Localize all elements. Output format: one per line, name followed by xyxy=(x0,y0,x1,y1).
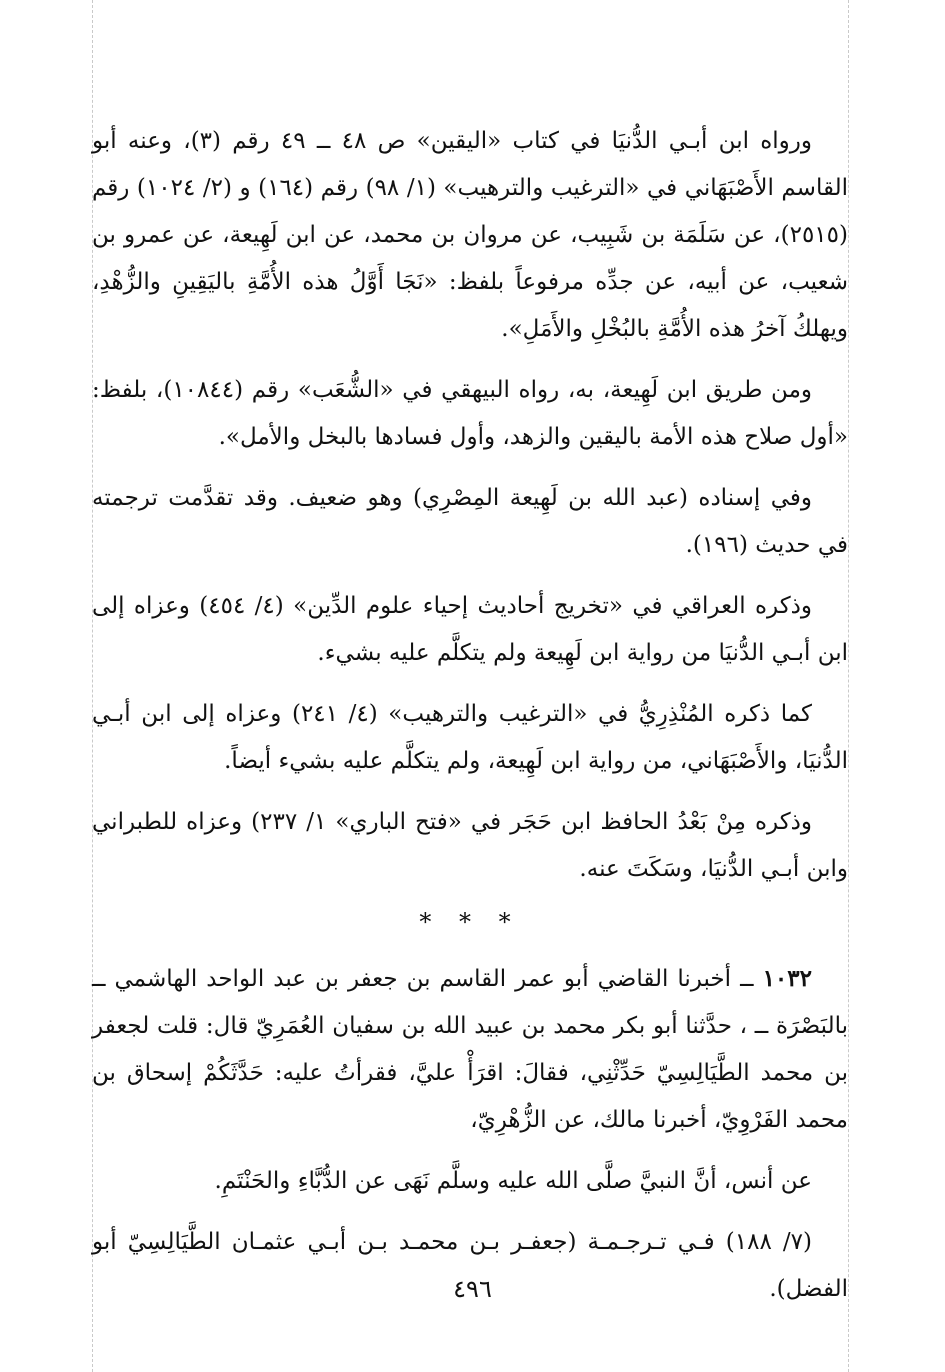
footnote: (٧/ ١٨٨) فـي تـرجـمـة (جعفـر بـن محمـد بـن أبـي عثمـان الطَّيَالِسِيّ أبو الفضل). xyxy=(92,1229,848,1302)
paragraph-bayhaqi: ومن طريق ابن لَهِيعة، به، رواه البيهقي في «الشُّعَب» رقم (١٠٨٤٤)، بلفظ: «أول صلاح هذه الأمة باليقين والزهد، وأول فسادها بالبخل والأمل». xyxy=(92,377,848,450)
paragraph-ibn-abi-dunya: ورواه ابن أبـي الدُّنيَا في كتاب «اليقين» ص ٤٨ ــ ٤٩ رقم (٣)، وعنه أبو القاسم الأَصْبَهَاني في «الترغيب والترهيب» (١/ ٩٨) رقم (١٦٤) و (٢/ ١٠٢٤) رقم (٢٥١٥)، عن سَلَمَة بن شَبِيب، عن مروان بن محمد، عن ابن لَهِيعة، عن عمرو بن شعيب، عن أبيه، عن جدِّه مرفوعاً بلفظ: «نَجَا أَوَّلُ هذه الأُمَّةِ باليَقِينِ والزُّهْدِ، ويهلكُ آخرُ هذه الأُمَّةِ بالبُخْلِ والأَمَلِ». xyxy=(92,128,848,342)
page-number: ٤٩٦ xyxy=(453,1275,492,1303)
paragraph-iraqi: وذكره العراقي في «تخريج أحاديث إحياء علوم الدِّين» (٤/ ٤٥٤) وعزاه إلى ابن أبـي الدُّنيَا من رواية ابن لَهِيعة ولم يتكلَّم عليه بشيء. xyxy=(92,593,848,666)
section-separator: * * * xyxy=(419,908,521,936)
paragraph-mundhiri: كما ذكره المُنْذِرِيُّ في «الترغيب والترهيب» (٤/ ٢٤١) وعزاه إلى ابن أبـي الدُّنيَا، والأَصْبَهَاني، من رواية ابن لَهِيعة، ولم يتكلَّم عليه بشيء أيضاً. xyxy=(92,701,848,774)
hadith-dash: ــ xyxy=(731,966,763,992)
right-margin-guide xyxy=(848,0,849,1372)
hadith-number: ١٠٣٢ xyxy=(762,965,812,992)
hadith-text: أخبرنا القاضي أبو عمر القاسم بن جعفر بن عبد الواحد الهاشمي ــ بالبَصْرَة ــ ، حدَّثنا أبو بكر محمد بن عبيد الله بن سفيان العُمَرِيّ قال: قلت لجعفر بن محمد الطَّيَالِسِيّ حَدِّثْنِي، فقالَ: اقرَأْ عليَّ، فقرأتُ عليه: حَدَّثَكُمْ إسحاق بن محمد الفَرْوِيّ، أخبرنا مالك، عن الزُّهْرِيّ، xyxy=(92,966,848,1133)
paragraph-isnad: وفي إسناده (عبد الله بن لَهِيعة المِصْرِي) وهو ضعيف. وقد تقدَّمت ترجمته في حديث (١٩٦). xyxy=(92,485,848,558)
hadith-continuation: عن أنس، أنَّ النبيَّ صلَّى الله عليه وسلَّم نَهَى عن الدُّبَّاءِ والحَنْتَمِ. xyxy=(214,1168,812,1194)
page-body xyxy=(92,118,848,1327)
paragraph-ibn-hajar: وذكره مِنْ بَعْدُ الحافظ ابن حَجَر في «فتح الباري» ١/ ٢٣٧) وعزاه للطبراني وابن أبـي الدُّنيَا، وسَكَتَ عنه. xyxy=(92,809,848,882)
hadith-paragraph xyxy=(92,955,848,1144)
